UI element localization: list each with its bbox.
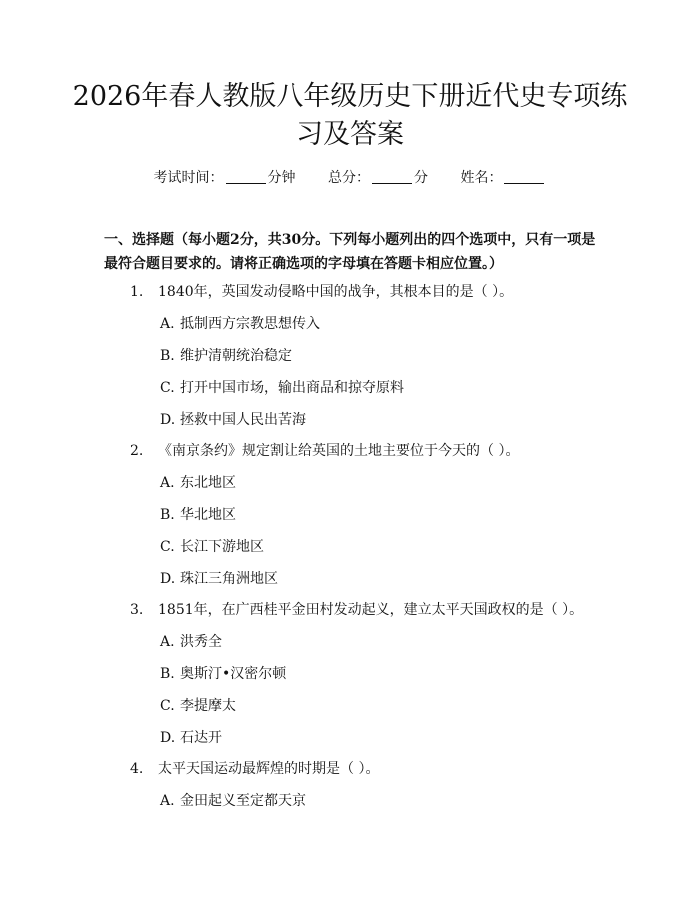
question-number: 4.: [130, 761, 144, 777]
option-1b: [160, 346, 600, 366]
student-name-label: 姓名：: [460, 170, 503, 186]
option-letter: C.: [160, 698, 175, 714]
option-2d: [160, 569, 600, 589]
total-score-label: 总分：: [328, 170, 370, 186]
option-text: 珠江三角洲地区: [180, 571, 278, 587]
question-number: 1.: [130, 284, 144, 300]
option-text: 洪秀全: [180, 634, 222, 650]
exam-meta-line: [0, 168, 700, 188]
question-text: 1851年，在广西桂平金田村发动起义，建立太平天国政权的是（ ）。: [158, 602, 584, 618]
question-number: 2.: [130, 443, 144, 459]
option-letter: A.: [160, 475, 175, 491]
student-name-blank: [504, 169, 544, 184]
question-2: [130, 441, 610, 461]
option-letter: C.: [160, 380, 175, 396]
option-letter: D.: [160, 571, 176, 587]
section-heading: 一、选择题（每小题2分，共30分。下列每小题列出的四个选项中，只有一项是最符合题目要求的。请将正确选项的字母填在答题卡相应位置。）: [104, 232, 596, 272]
option-2c: [160, 537, 600, 557]
question-text: 《南京条约》规定割让给英国的土地主要位于今天的（ ）。: [158, 443, 520, 459]
option-letter: B.: [160, 666, 175, 682]
option-text: 东北地区: [180, 475, 236, 491]
option-letter: A.: [160, 316, 175, 332]
question-4: [130, 759, 610, 779]
total-score-blank: [372, 169, 412, 184]
option-1a: [160, 314, 600, 334]
option-letter: C.: [160, 539, 175, 555]
option-text: 金田起义至定都天京: [180, 793, 306, 809]
total-score-field: [328, 168, 428, 188]
option-text: 石达开: [180, 730, 222, 746]
question-1: [130, 282, 610, 302]
student-name-field: [460, 168, 546, 188]
option-4a: [160, 791, 600, 811]
option-text: 奥斯汀•汉密尔顿: [180, 666, 287, 682]
option-3b: [160, 664, 600, 684]
option-letter: B.: [160, 348, 175, 364]
option-letter: A.: [160, 793, 175, 809]
option-3d: [160, 728, 600, 748]
option-text: 维护清朝统治稳定: [180, 348, 292, 364]
option-2a: [160, 473, 600, 493]
option-2b: [160, 505, 600, 525]
option-text: 打开中国市场，输出商品和掠夺原料: [180, 380, 404, 396]
option-3a: [160, 632, 600, 652]
option-1c: [160, 378, 600, 398]
option-text: 李提摩太: [180, 698, 236, 714]
total-score-unit: 分: [414, 170, 428, 186]
question-text: 太平天国运动最辉煌的时期是（ ）。: [158, 761, 380, 777]
option-3c: [160, 696, 600, 716]
exam-time-blank: [226, 169, 266, 184]
option-text: 华北地区: [180, 507, 236, 523]
question-text: 1840年，英国发动侵略中国的战争，其根本目的是（ ）。: [158, 284, 514, 300]
exam-time-field: [154, 168, 296, 188]
option-text: 拯救中国人民出苦海: [180, 412, 306, 428]
exam-time-unit: 分钟: [267, 170, 296, 186]
question-3: [130, 600, 610, 620]
option-letter: D.: [160, 730, 176, 746]
option-text: 长江下游地区: [180, 539, 264, 555]
exam-time-label: 考试时间：: [153, 170, 224, 186]
question-number: 3.: [130, 602, 144, 618]
option-text: 抵制西方宗教思想传入: [180, 316, 320, 332]
option-letter: D.: [160, 412, 176, 428]
option-letter: B.: [160, 507, 175, 523]
option-letter: A.: [160, 634, 175, 650]
option-1d: [160, 410, 600, 430]
document-title: 2026年春人教版八年级历史下册近代史专项练习及答案: [72, 81, 628, 150]
